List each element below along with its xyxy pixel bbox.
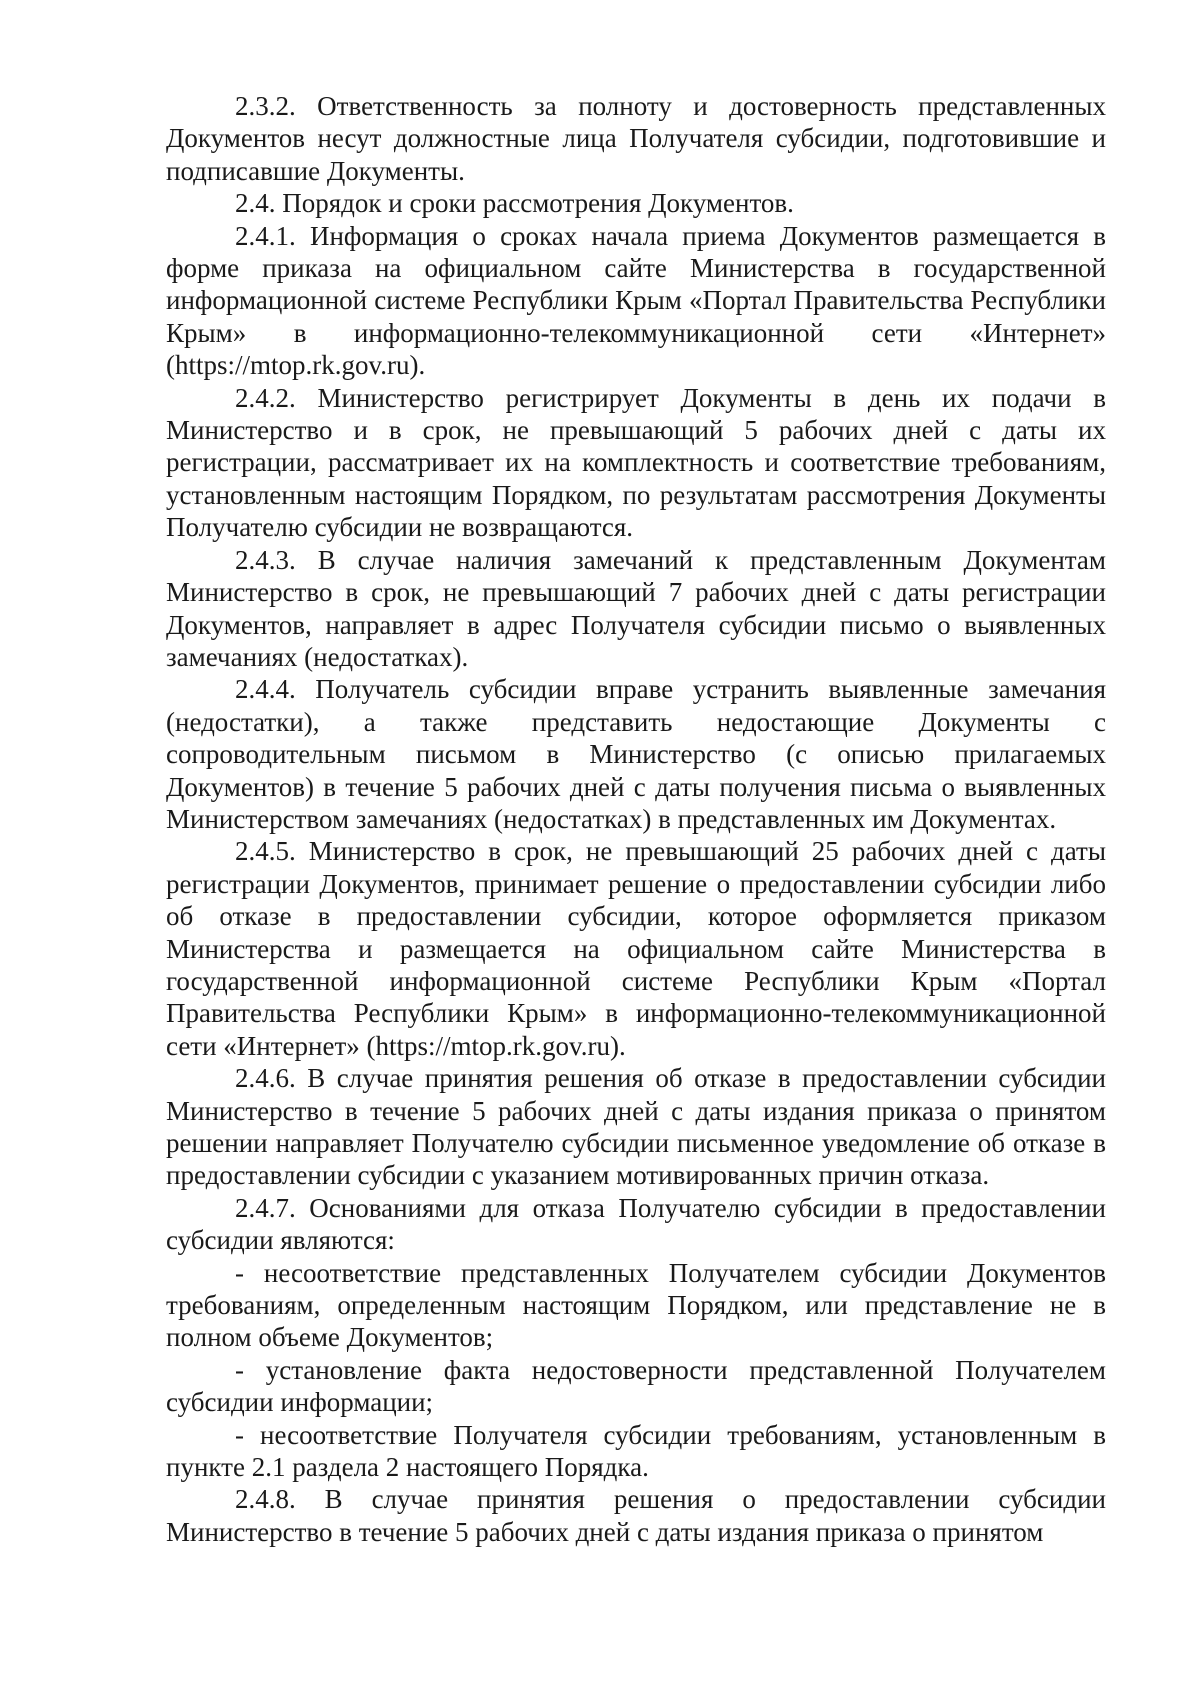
paragraph-2-4-8: 2.4.8. В случае принятия решения о предоставлении субсидии Министерство в течение 5 рабочих дней с даты издания приказа о принятом (166, 1484, 1106, 1547)
paragraph-2-4-7: 2.4.7. Основаниями для отказа Получателю субсидии в предоставлении субсидии являются: (166, 1192, 1106, 1256)
list-item-1: - несоответствие представленных Получателем субсидии Документов требованиям, определенным настоящим Порядком, или представление не в полном объеме Документов; (166, 1257, 1106, 1353)
list-item-3: - несоответствие Получателя субсидии требованиям, установленным в пункте 2.1 раздела 2 настоящего Порядка. (166, 1419, 1106, 1483)
paragraph-2-4-2: 2.4.2. Министерство регистрирует Документы в день их подачи в Министерство и в срок, не превышающий 5 рабочих дней с даты их регистрации, рассматривает их на комплектность и соответствие требованиям, установленным настоящим Порядком, по результатам рассмотрения Документы Получателю субсидии не возвращаются. (166, 382, 1106, 543)
paragraph-2-3-2: 2.3.2. Ответственность за полноту и достоверность представленных Документов несут должностные лица Получателя субсидии, подготовившие и подписавшие Документы. (166, 91, 1106, 186)
document-body (166, 90, 1106, 1548)
list-item-2: - установление факта недостоверности представленной Получателем субсидии информации; (166, 1354, 1106, 1418)
paragraph-2-4-1: 2.4.1. Информация о сроках начала приема Документов размещается в форме приказа на официальном сайте Министерства в государственной информационной системе Республики Крым «Портал Правительства Республики Крым» в информационно-телекоммуникационной сети «Интернет» (https://mtop.rk.gov.ru). (166, 220, 1106, 381)
paragraph-2-4-5: 2.4.5. Министерство в срок, не превышающий 25 рабочих дней с даты регистрации Документов, принимает решение о предоставлении субсидии либо об отказе в предоставлении субсидии, которое оформляется приказом Министерства и размещается на официальном сайте Министерства в государственной информационной системе Республики Крым «Портал Правительства Республики Крым» в информационно-телекоммуникационной сети «Интернет» (https://mtop.rk.gov.ru). (166, 836, 1106, 1061)
paragraph-2-4-3: 2.4.3. В случае наличия замечаний к представленным Документам Министерство в срок, не превышающий 7 рабочих дней с даты регистрации Документов, направляет в адрес Получателя субсидии письмо о выявленных замечаниях (недостатках). (166, 544, 1106, 672)
paragraph-2-4-6: 2.4.6. В случае принятия решения об отказе в предоставлении субсидии Министерство в течение 5 рабочих дней с даты издания приказа о принятом решении направляет Получателю субсидии письменное уведомление об отказе в предоставлении субсидии с указанием мотивированных причин отказа. (166, 1063, 1106, 1191)
paragraph-2-4-4: 2.4.4. Получатель субсидии вправе устранить выявленные замечания (недостатки), а также представить недостающие Документы с сопроводительным письмом в Министерство (с описью прилагаемых Документов) в течение 5 рабочих дней с даты получения письма о выявленных Министерством замечаниях (недостатках) в представленных им Документах. (166, 674, 1106, 834)
paragraph-2-4: 2.4. Порядок и сроки рассмотрения Документов. (235, 188, 794, 219)
